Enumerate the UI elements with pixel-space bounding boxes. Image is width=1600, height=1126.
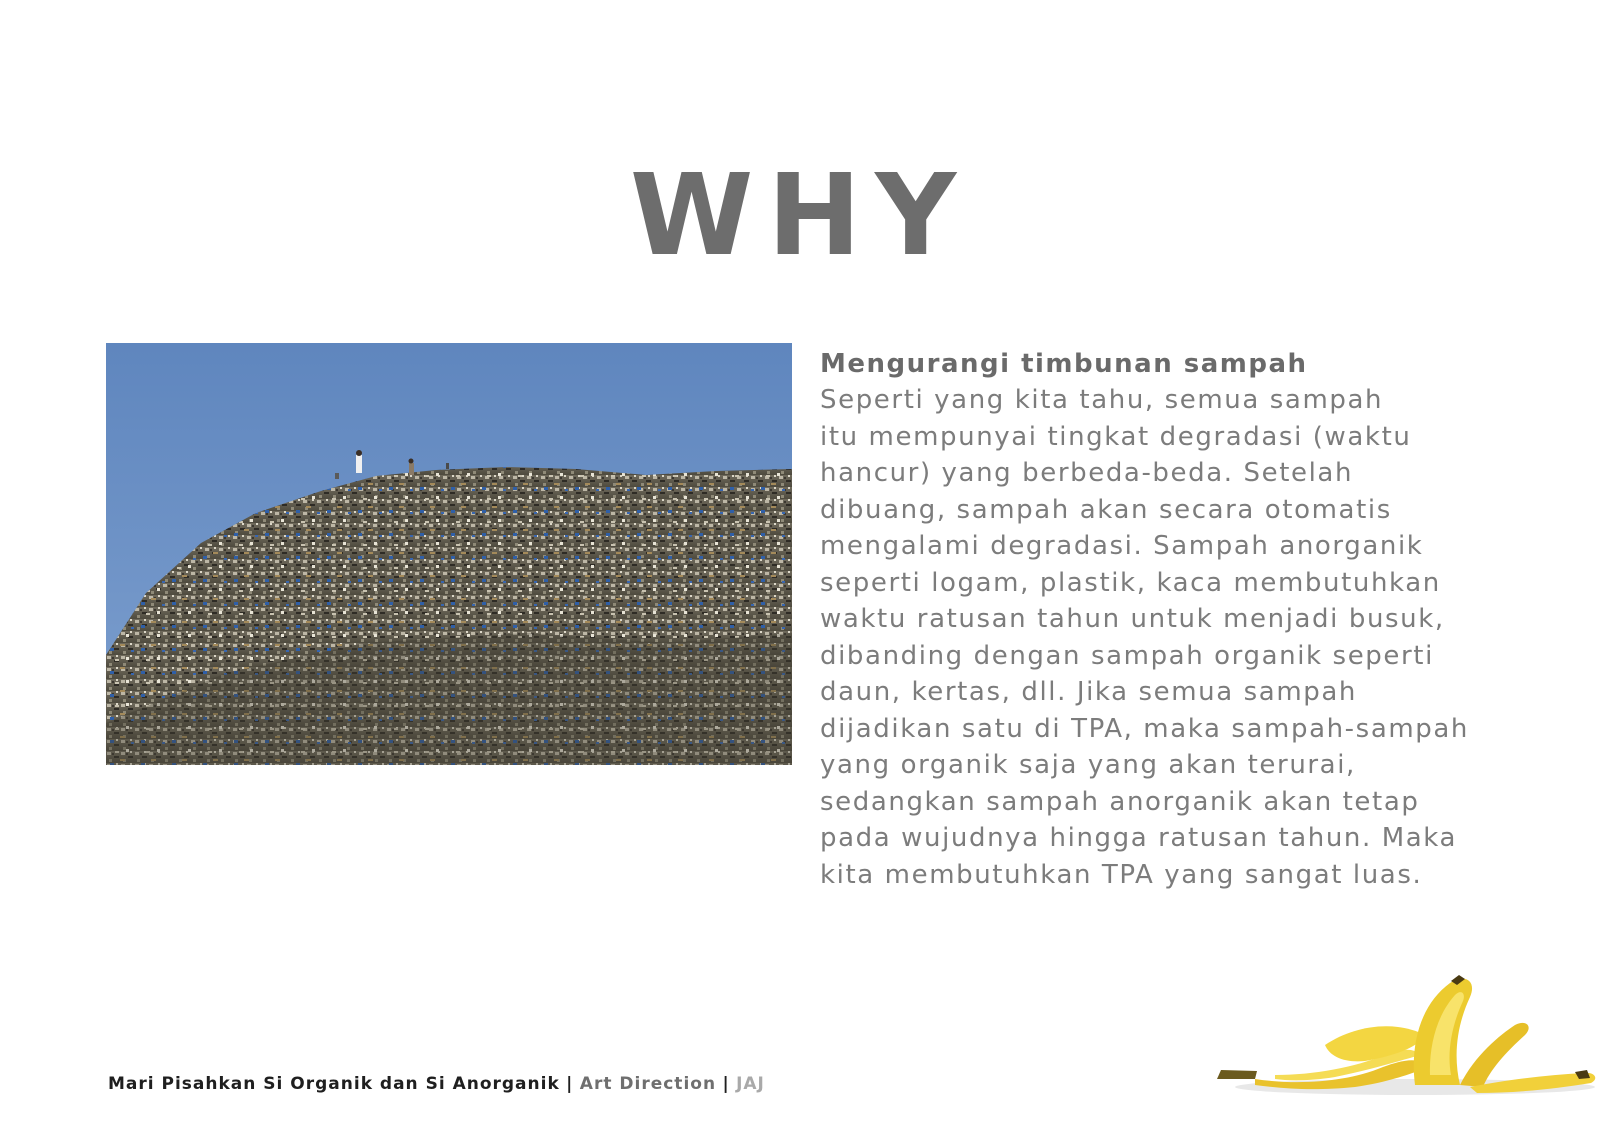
text-block [820,346,1520,893]
body-line: pada wujudnya hingga ratusan tahun. Maka [820,823,1458,853]
body-line: Seperti yang kita tahu, semua sampah [820,385,1384,415]
body-line: dibuang, sampah akan secara otomatis [820,494,1392,525]
banana-peel-icon [1215,975,1600,1100]
body-line: sedangkan sampah anorganik akan tetap [820,786,1420,817]
landfill-photo [106,343,792,765]
body-line: dijadikan satu di TPA, maka sampah-sampah [820,713,1469,744]
footer-project-title: Mari Pisahkan Si Organik dan Si Anorganik [108,1074,560,1094]
footer-author: JAJ [736,1074,765,1094]
subheading: Mengurangi timbunan sampah [820,349,1308,379]
footer-separator: | [722,1074,730,1094]
body-line: yang organik saja yang akan terurai, [820,750,1356,780]
footer-separator: | [566,1074,574,1094]
body-line: waktu ratusan tahun untuk menjadi busuk, [820,604,1445,634]
body-line: mengalami degradasi. Sampah anorganik [820,531,1424,561]
body-line: hancur) yang berbeda-beda. Setelah [820,458,1354,488]
body-line: daun, kertas, dll. Jika semua sampah [820,677,1357,707]
body-line: kita membutuhkan TPA yang sangat luas. [820,859,1423,890]
body-line: dibanding dengan sampah organik seperti [820,640,1434,671]
body-paragraph [820,382,1520,893]
page-title: WHY [629,151,971,281]
body-line: itu mempunyai tingkat degradasi (waktu [820,421,1412,452]
body-line: seperti logam, plastik, kaca membutuhkan [820,567,1441,598]
footer [108,1074,765,1094]
footer-section: Art Direction [579,1074,717,1094]
